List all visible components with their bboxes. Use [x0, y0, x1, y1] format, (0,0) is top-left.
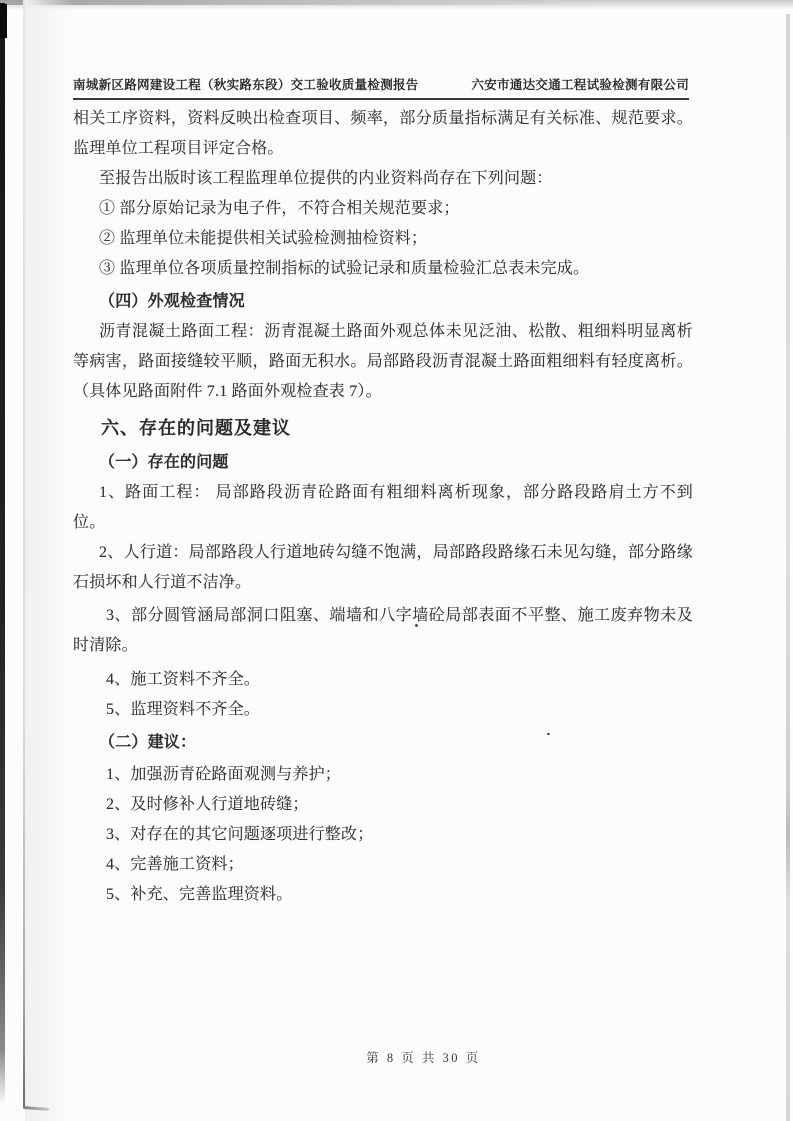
paragraph-supervision-issues-intro: 至报告出版时该工程监理单位提供的内业资料尚存在下列问题：: [99, 170, 553, 187]
section-heading-existing-problems: （一）存在的问题: [99, 454, 229, 471]
section-heading-appearance-inspection: （四）外观检查情况: [99, 293, 245, 310]
suggestion-item-2: 2、及时修补人行道地砖缝；: [106, 796, 309, 813]
scan-left-black-strip: [0, 3, 5, 1105]
problem-item-5-supervision-records: 5、监理资料不齐全。: [106, 701, 261, 718]
page-left-edge-line: [23, 0, 25, 1108]
suggestion-item-4: 4、完善施工资料；: [106, 856, 244, 873]
suggestion-item-3: 3、对存在的其它问题逐项进行整改；: [106, 826, 374, 843]
paragraph-process-data-conclusion: 相关工序资料，资料反映出检查项目、频率，部分质量指标满足有关标准、规范要求。监理单位工程项目评定合格。: [73, 110, 693, 157]
scan-corner-mark: [0, 4, 7, 38]
list-item-circled-3: ③ 监理单位各项质量控制指标的试验记录和质量检验汇总表未完成。: [99, 260, 590, 277]
report-body: [73, 104, 693, 910]
problem-item-3-culverts: 3、部分圆管涵局部洞口阻塞、端墙和八字墙砼局部表面不平整、施工废弃物未及时清除。: [73, 607, 693, 654]
page-curl-shading: [25, 0, 73, 1121]
problem-item-1-pavement: 1、路面工程： 局部路段沥青砼路面有粗细料离析现象，部分路段路肩土方不到位。: [73, 484, 693, 531]
chapter-heading-problems-and-suggestions: 六、存在的问题及建议: [101, 418, 291, 438]
list-item-circled-2: ② 监理单位未能提供相关试验检测抽检资料；: [99, 230, 428, 247]
page-footer: [0, 1048, 793, 1066]
problem-item-2-sidewalk: 2、人行道：局部路段人行道地砖勾缝不饱满，局部路段路缘石未见勾缝，部分路缘石损坏和人行道不洁净。: [73, 544, 693, 591]
list-item-circled-1: ① 部分原始记录为电子件，不符合相关规范要求；: [99, 200, 460, 217]
problem-item-4-construction-records: 4、施工资料不齐全。: [106, 671, 261, 688]
header-report-title: 南城新区路网建设工程（秋实路东段）交工验收质量检测报告: [73, 78, 419, 92]
scan-top-edge-dark-band: [0, 0, 595, 5]
section-heading-suggestions: （二）建议：: [99, 734, 197, 751]
suggestion-item-5: 5、补充、完善监理资料。: [106, 886, 293, 903]
paragraph-appearance-inspection: 沥青混凝土路面工程：沥青混凝土路面外观总体未见泛油、松散、粗细料明显离析等病害，路面接缝较平顺，路面无积水。局部路段沥青混凝土路面粗细料有轻度离析。（具体见路面附件 7.1 路面外观检查表 7）。: [73, 323, 693, 400]
page-right-edge-line: [786, 14, 790, 1121]
suggestion-item-1: 1、加强沥青砼路面观测与养护；: [106, 766, 342, 783]
page-header: [73, 75, 689, 100]
page-number-indicator: 第 8 页 共 30 页: [366, 1051, 481, 1065]
header-company-name: 六安市通达交通工程试验检测有限公司: [471, 78, 689, 92]
